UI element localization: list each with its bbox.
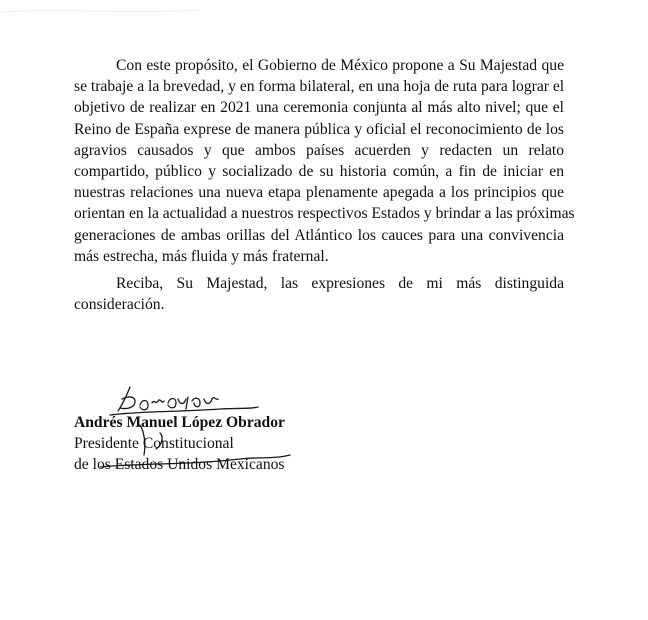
closing-proposal-paragraph bbox=[74, 55, 575, 267]
signer-title-continued: de los Estados Unidos Mexicanos bbox=[74, 456, 285, 473]
text-line: agravios causados y que ambos países acuerden y redacten un relato bbox=[74, 141, 564, 159]
salutation-paragraph bbox=[74, 273, 564, 315]
text-line: objetivo de realizar en 2021 una ceremonia conjunta al más alto nivel; que el bbox=[74, 99, 564, 117]
signer-name: Andrés Manuel López Obrador bbox=[74, 414, 285, 431]
text-line: compartido, público y socializado de su historia común, a fin de iniciar en bbox=[74, 163, 564, 181]
text-line: orientan en la actualidad a nuestros respectivos Estados y brindar a las próximas bbox=[74, 205, 575, 223]
text-line: nuestras relaciones una nueva etapa plenamente apegada a los principios que bbox=[74, 184, 564, 202]
text-line: Con este propósito, el Gobierno de México propone a Su Majestad que bbox=[116, 57, 564, 74]
text-line: generaciones de ambas orillas del Atlántico los cauces para una convivencia bbox=[74, 226, 564, 244]
text-line: Reino de España exprese de manera pública y oficial el reconocimiento de los bbox=[74, 120, 564, 138]
text-line: más estrecha, más fluida y más fraternal. bbox=[74, 247, 329, 265]
text-line: Reciba, Su Majestad, las expresiones de mi más distinguida bbox=[116, 275, 564, 292]
text-line: consideración. bbox=[74, 296, 165, 314]
signer-title: Presidente Constitucional bbox=[74, 435, 234, 452]
signature-block bbox=[74, 412, 285, 475]
scan-artifact bbox=[0, 0, 648, 30]
text-line: se trabaje a la brevedad, y en forma bilateral, en una hoja de ruta para lograr el bbox=[74, 78, 565, 96]
